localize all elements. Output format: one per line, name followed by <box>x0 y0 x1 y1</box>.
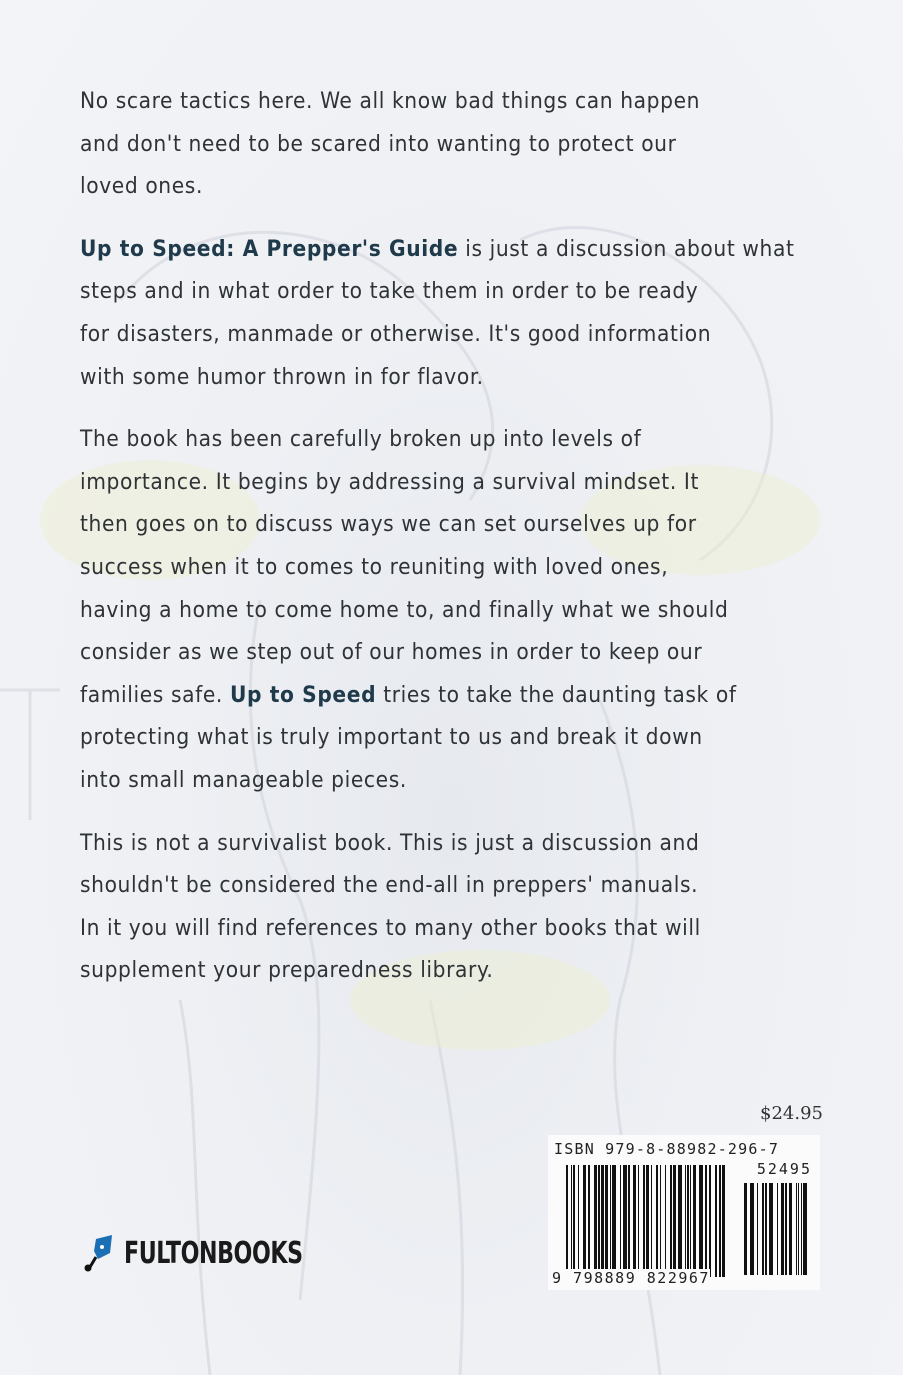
book-title-emphasis: Up to Speed: A Prepper's Guide <box>80 235 459 262</box>
barcode-bar <box>777 1183 778 1275</box>
text-line <box>80 822 840 865</box>
text-line <box>80 356 840 399</box>
text-line <box>80 80 840 123</box>
text-segment: and don't need to be scared into wanting to protect our <box>80 130 677 157</box>
barcode-bar <box>578 1165 579 1277</box>
barcode-bar <box>583 1165 586 1277</box>
book-title-emphasis: Up to Speed <box>229 681 377 708</box>
pen-nib-icon <box>82 1233 118 1273</box>
ean-bars <box>566 1165 726 1277</box>
barcode-bar <box>623 1165 627 1277</box>
text-line <box>80 270 840 313</box>
text-segment: steps and in what order to take them in order to be ready <box>80 278 699 305</box>
barcode-bar <box>722 1165 725 1277</box>
text-line <box>80 864 840 907</box>
barcode-bar <box>620 1165 621 1277</box>
barcode-bar <box>573 1165 575 1277</box>
barcode-bar <box>785 1183 787 1275</box>
barcode-bar <box>610 1165 611 1277</box>
barcode-bar <box>588 1165 590 1277</box>
text-line <box>80 503 840 546</box>
text-segment: The book has been carefully broken up into levels of <box>80 426 642 453</box>
text-segment: No scare tactics here. We all know bad things can happen <box>80 88 701 114</box>
barcode-bar <box>687 1165 689 1277</box>
barcode-bar <box>757 1183 758 1275</box>
barcode-bar <box>656 1165 658 1277</box>
barcode-bar <box>781 1183 784 1275</box>
publisher-name: FULTONBOOKS <box>124 1235 303 1271</box>
text-segment: consider as we step out of our homes in order to keep our <box>80 639 703 666</box>
barcode-bar <box>715 1165 717 1277</box>
barcode-bar <box>705 1165 707 1277</box>
barcode-bar <box>750 1183 754 1275</box>
barcode-bar <box>719 1165 721 1277</box>
barcode-bar <box>685 1165 686 1277</box>
text-line <box>80 228 840 271</box>
barcode-bar <box>638 1165 639 1277</box>
barcode-bar <box>598 1165 600 1277</box>
barcode-bar <box>690 1165 691 1277</box>
barcode-bar <box>633 1165 636 1277</box>
barcode-bar <box>660 1165 661 1277</box>
barcode-bar <box>803 1183 807 1275</box>
text-line <box>80 546 840 589</box>
isbn-label: ISBN 979-8-88982-296-7 <box>554 1140 780 1158</box>
barcode-bar <box>789 1183 792 1275</box>
text-segment: having a home to come home to, and finally what we should <box>80 596 729 623</box>
barcode-bar <box>601 1165 604 1277</box>
text-line <box>80 674 840 717</box>
text-line <box>80 461 840 504</box>
barcode-bar <box>571 1165 572 1277</box>
barcode-bar <box>628 1165 630 1277</box>
barcode-bar <box>605 1165 608 1277</box>
text-line <box>80 165 840 208</box>
text-segment: shouldn't be considered the end-all in preppers' manuals. <box>80 872 699 899</box>
text-segment: families safe. <box>80 681 230 708</box>
text-segment: importance. It begins by addressing a survival mindset. It <box>80 468 699 495</box>
text-segment: then goes on to discuss ways we can set ourselves up for <box>80 511 697 538</box>
price: $24.95 <box>760 1103 823 1124</box>
paragraph <box>80 822 840 992</box>
barcode-bar <box>678 1165 682 1277</box>
text-segment: is just a discussion about what <box>458 235 795 262</box>
text-segment: for disasters, manmade or otherwise. It's good information <box>80 320 712 347</box>
text-segment: with some humor thrown in for flavor. <box>80 363 484 390</box>
text-segment: protecting what is truly important to us and break it down <box>80 724 703 751</box>
barcode-bar <box>693 1165 696 1277</box>
barcode-bar <box>665 1165 666 1277</box>
text-line <box>80 631 840 674</box>
text-segment: supplement your preparedness library. <box>80 957 494 984</box>
barcode-bar <box>646 1165 649 1277</box>
barcode-bar <box>643 1165 645 1277</box>
text-line <box>80 589 840 632</box>
text-segment: success when it to comes to reuniting with loved ones, <box>80 553 669 580</box>
barcode-bar <box>762 1183 764 1275</box>
publisher-logo <box>82 1233 342 1273</box>
paragraph <box>80 418 840 801</box>
paragraph <box>80 228 840 398</box>
text-line <box>80 123 840 166</box>
text-line <box>80 907 840 950</box>
barcode-bar <box>769 1183 773 1275</box>
ean-digits: 9 798889 822967 <box>552 1269 710 1287</box>
barcode-bar <box>566 1165 568 1277</box>
barcode-bar <box>765 1183 767 1275</box>
text-segment: into small manageable pieces. <box>80 766 407 793</box>
barcode-bar <box>699 1165 703 1277</box>
text-segment: This is not a survivalist book. This is just a discussion and <box>80 829 700 856</box>
barcode-bar <box>744 1183 747 1275</box>
addon-bars <box>744 1183 814 1275</box>
barcode-bar <box>796 1183 797 1275</box>
barcode-bar <box>651 1165 652 1277</box>
barcode-bar <box>673 1165 676 1277</box>
barcode-bar <box>798 1183 799 1275</box>
paragraph <box>80 80 840 208</box>
text-line <box>80 418 840 461</box>
barcode-bar <box>670 1165 672 1277</box>
text-line <box>80 716 840 759</box>
back-cover-blurb <box>80 80 840 1012</box>
barcode-bar <box>594 1165 597 1277</box>
text-segment: In it you will find references to many other books that will <box>80 914 701 941</box>
barcode-bar <box>801 1183 802 1275</box>
barcode-bar <box>612 1165 616 1277</box>
text-line <box>80 759 840 802</box>
text-segment: tries to take the daunting task of <box>376 681 737 708</box>
price-addon-number: 52495 <box>756 1160 812 1178</box>
text-line <box>80 949 840 992</box>
barcode-bar <box>709 1165 711 1277</box>
isbn-barcode <box>548 1135 820 1290</box>
text-line <box>80 313 840 356</box>
text-segment: loved ones. <box>80 173 203 200</box>
